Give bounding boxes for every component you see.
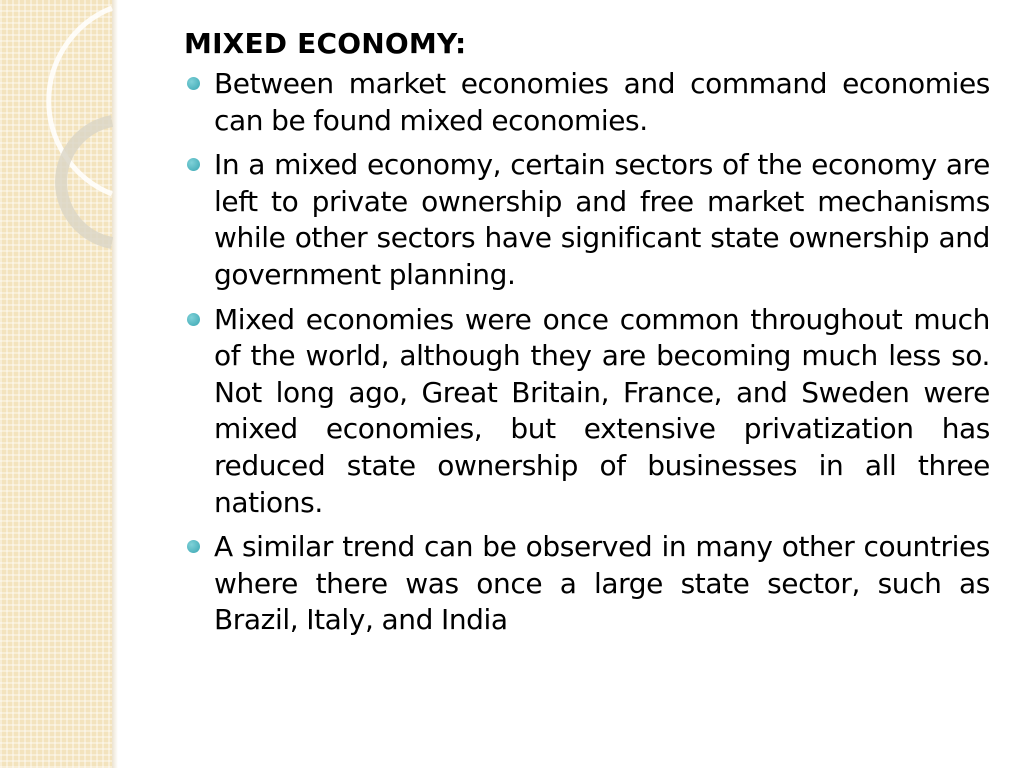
bullet-text: Mixed economies were once common throughout much of the world, although they are becoming much less so. Not long ago, Great Britain, France, and Sweden were mixed economies, but extensive privatization has reduced state ownership of businesses in all three nations. xyxy=(214,302,990,519)
bullet-text: In a mixed economy, certain sectors of the economy are left to private ownership and free market mechanisms while other sectors have significant state ownership and government planning. xyxy=(214,148,990,291)
bullet-item xyxy=(184,302,990,522)
bullet-icon xyxy=(187,77,200,90)
bullet-item xyxy=(184,147,990,293)
bullet-item xyxy=(184,66,990,139)
bullet-text: Between market economies and command economies can be found mixed economies. xyxy=(214,67,990,137)
bullet-list xyxy=(184,66,990,639)
bullet-icon xyxy=(187,540,200,553)
bullet-icon xyxy=(187,313,200,326)
bullet-item xyxy=(184,529,990,639)
slide-content xyxy=(184,26,990,647)
slide-heading: MIXED ECONOMY: xyxy=(184,27,467,60)
bullet-icon xyxy=(187,158,200,171)
bullet-text: A similar trend can be observed in many other countries where there was once a large state sector, such as Brazil, Italy, and India xyxy=(214,530,990,637)
decorative-rings xyxy=(0,0,130,260)
